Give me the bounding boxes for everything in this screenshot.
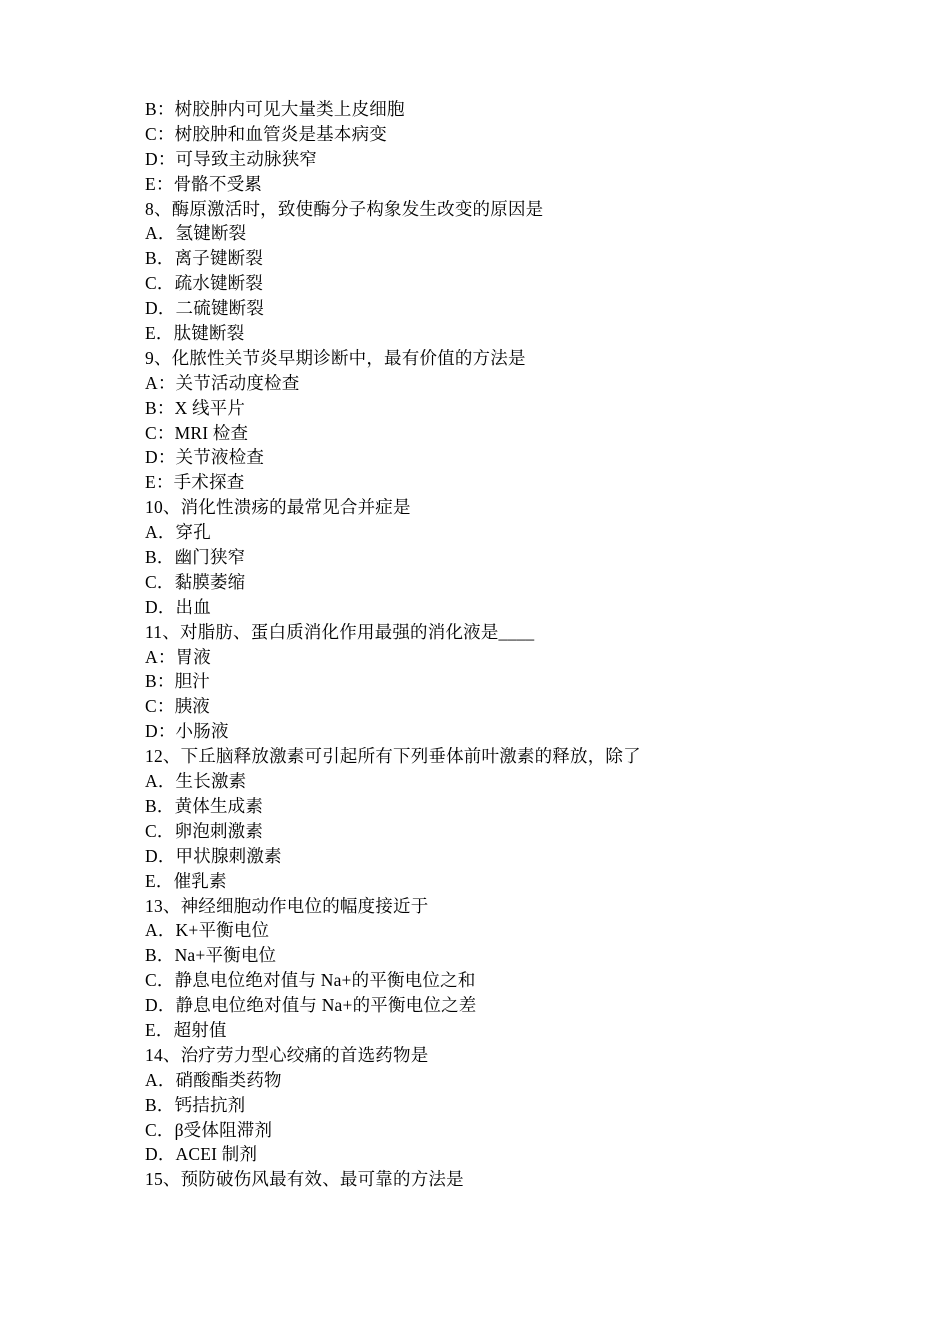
text-line: C．黏膜萎缩 — [145, 571, 246, 592]
text-line: B．黄体生成素 — [145, 795, 264, 816]
text-line: 13、神经细胞动作电位的幅度接近于 — [145, 895, 429, 916]
text-line: C：胰液 — [145, 696, 210, 717]
text-line: A．氢键断裂 — [145, 223, 247, 244]
text-line: E．超射值 — [145, 1019, 227, 1040]
text-line: E：手术探查 — [145, 472, 245, 493]
question-text-block — [145, 97, 845, 1192]
text-line: C：树胶肿和血管炎是基本病变 — [145, 123, 387, 144]
text-line: A．生长激素 — [145, 771, 247, 792]
text-line: D：小肠液 — [145, 721, 229, 742]
text-line: 12、下丘脑释放激素可引起所有下列垂体前叶激素的释放，除了 — [145, 746, 641, 767]
text-line: C．卵泡刺激素 — [145, 820, 264, 841]
text-line: A．硝酸酯类药物 — [145, 1069, 282, 1090]
text-line: D．二硫键断裂 — [145, 298, 265, 319]
text-line: E．催乳素 — [145, 870, 227, 891]
text-line: 14、治疗劳力型心绞痛的首选药物是 — [145, 1044, 429, 1065]
text-line: E：骨骼不受累 — [145, 173, 263, 194]
text-line: D．静息电位绝对值与 Na+的平衡电位之差 — [145, 995, 477, 1016]
text-line: C．β受体阻滞剂 — [145, 1119, 273, 1140]
text-line: E．肽键断裂 — [145, 323, 245, 344]
text-line: A．K+平衡电位 — [145, 920, 270, 941]
text-line: A．穿孔 — [145, 522, 211, 543]
text-line: B．钙拮抗剂 — [145, 1094, 246, 1115]
text-line: B：树胶肿内可见大量类上皮细胞 — [145, 99, 405, 119]
text-line: B．幽门狭窄 — [145, 547, 246, 568]
text-line: B．离子键断裂 — [145, 248, 264, 269]
text-line: 9、化脓性关节炎早期诊断中，最有价值的方法是 — [145, 347, 526, 368]
text-line: C：MRI 检查 — [145, 422, 249, 443]
text-line: 8、酶原激活时，致使酶分子构象发生改变的原因是 — [145, 198, 544, 219]
text-line: D．甲状腺刺激素 — [145, 845, 282, 866]
text-line: A：胃液 — [145, 646, 211, 667]
text-line: D．ACEI 制剂 — [145, 1144, 258, 1165]
text-line: B：胆汁 — [145, 671, 210, 692]
text-line: C．疏水键断裂 — [145, 273, 264, 294]
text-line: D：可导致主动脉狭窄 — [145, 148, 318, 169]
text-line: A：关节活动度检查 — [145, 372, 300, 393]
text-line: 11、对脂肪、蛋白质消化作用最强的消化液是____ — [145, 621, 535, 642]
text-line: D：关节液检查 — [145, 447, 265, 468]
text-line: D．出血 — [145, 596, 211, 617]
text-line: B：X 线平片 — [145, 397, 246, 418]
text-line: 10、消化性溃疡的最常见合并症是 — [145, 497, 411, 518]
text-line: C．静息电位绝对值与 Na+的平衡电位之和 — [145, 970, 476, 991]
text-line: 15、预防破伤风最有效、最可靠的方法是 — [145, 1169, 464, 1190]
text-line: B．Na+平衡电位 — [145, 945, 277, 966]
